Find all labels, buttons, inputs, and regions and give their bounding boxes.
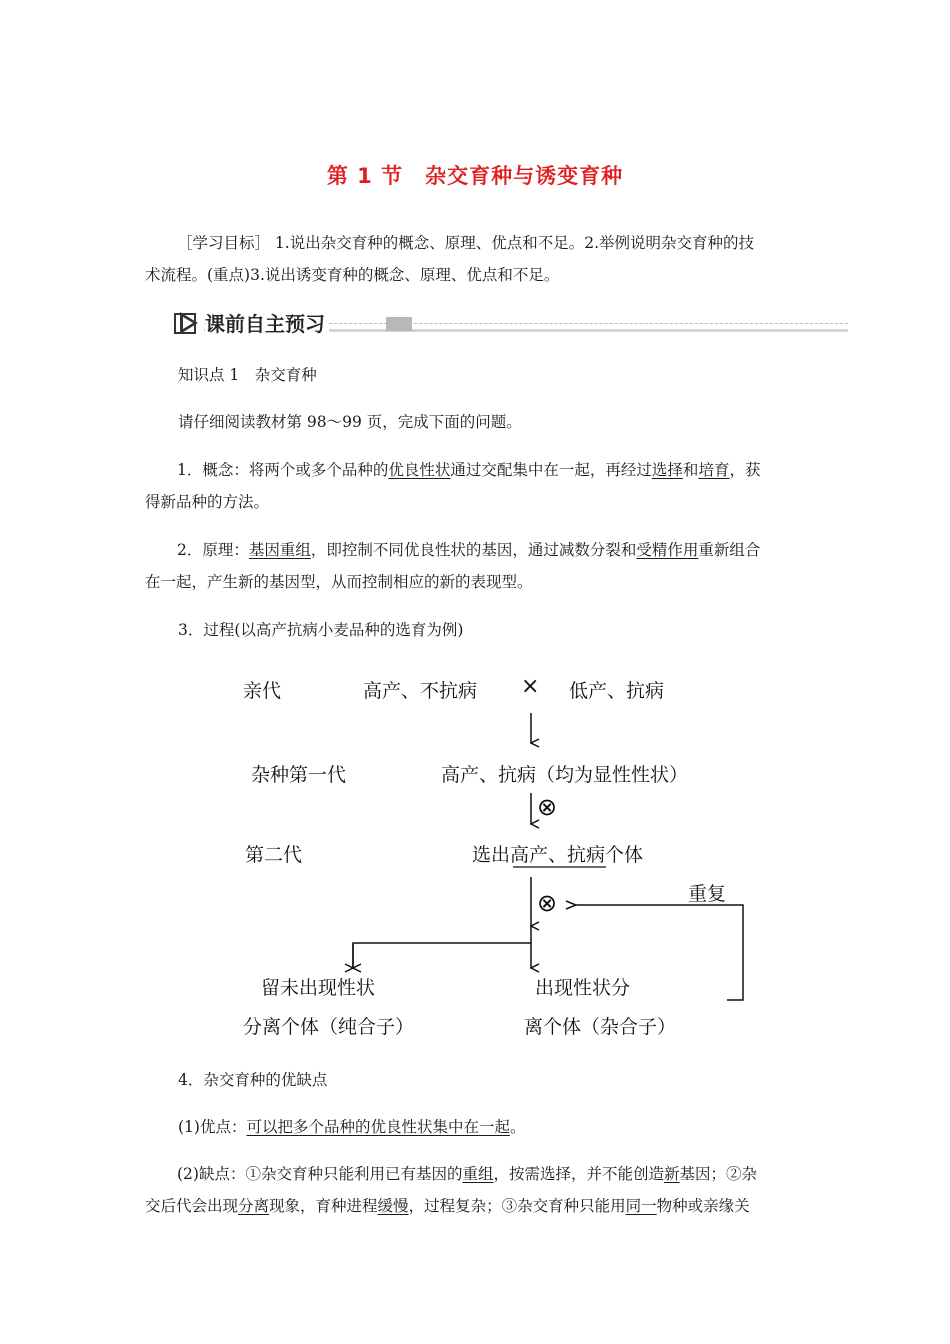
answer-blank: 新 xyxy=(664,1165,680,1183)
answer-blank: 可以把多个品种的优良性状集中在一起 xyxy=(246,1118,510,1136)
concept-text: 通过交配集中在一起，再经过 xyxy=(450,461,652,479)
pros-prefix: (1)优点： xyxy=(178,1118,247,1136)
answer-blank: 选择 xyxy=(651,461,683,479)
process-heading: 3．过程(以高产抗病小麦品种的选育为例) xyxy=(178,621,464,639)
concept-line-2: 得新品种的方法。 xyxy=(145,493,270,511)
principle-text: 重新组合 xyxy=(698,541,761,559)
f1-label: 杂种第一代 xyxy=(251,764,347,786)
play-arrow-icon xyxy=(174,311,200,335)
selfing-symbol: ⊗ xyxy=(537,889,558,917)
answer-blank: 基因重组 xyxy=(248,541,311,559)
instruction-text: 请仔细阅读教材第 98～99 页，完成下面的问题。 xyxy=(178,413,522,431)
cons-text: 现象，育种进程 xyxy=(269,1197,378,1215)
knowledge-point-heading: 知识点 1 杂交育种 xyxy=(178,366,317,384)
pros-end: 。 xyxy=(509,1118,526,1136)
cons-paragraph xyxy=(145,1158,807,1222)
answer-blank: 缓慢 xyxy=(377,1197,409,1215)
answer-blank: 同一 xyxy=(625,1197,657,1215)
pros-cons-heading: 4．杂交育种的优缺点 xyxy=(178,1071,328,1089)
principle-prefix: 2．原理： xyxy=(177,541,249,559)
answer-blank: 分离 xyxy=(238,1197,270,1215)
cons-text: ，按需选择，并不能创造 xyxy=(493,1165,664,1183)
section-banner xyxy=(174,310,848,338)
cons-text: 物种或亲缘关 xyxy=(656,1197,750,1215)
parent-label: 亲代 xyxy=(243,680,282,702)
cross-symbol: × xyxy=(521,674,540,699)
cons-text: 基因；②杂 xyxy=(679,1165,758,1183)
result-left-line-1: 留未出现性状 xyxy=(261,977,376,999)
principle-paragraph xyxy=(145,534,807,598)
f2-text: 选出高产、抗病个体 xyxy=(472,844,644,866)
concept-text: 和 xyxy=(682,461,699,479)
banner-block xyxy=(386,317,412,331)
objectives-line-2: 术流程。(重点)3.说出诱变育种的概念、原理、优点和不足。 xyxy=(145,266,560,284)
learning-objectives xyxy=(145,227,807,291)
cons-text: ，过程复杂；③杂交育种只能用 xyxy=(408,1197,626,1215)
result-right-line-1: 出现性状分 xyxy=(535,977,631,999)
f2-label: 第二代 xyxy=(245,844,303,866)
f1-text: 高产、抗病（均为显性性状） xyxy=(441,764,689,786)
cons-text: 交后代会出现 xyxy=(145,1197,239,1215)
result-right-line-2: 离个体（杂合子） xyxy=(524,1016,677,1038)
answer-blank: 重组 xyxy=(462,1165,494,1183)
concept-paragraph xyxy=(145,454,807,518)
selfing-symbol: ⊗ xyxy=(537,793,558,821)
answer-blank: 受精作用 xyxy=(636,541,699,559)
section-banner-label: 课前自主预习 xyxy=(205,310,329,338)
objectives-line-1: ［学习目标］ 1.说出杂交育种的概念、原理、优点和不足。2.举例说明杂交育种的技 xyxy=(177,234,755,252)
concept-text: ，获 xyxy=(729,461,761,479)
parent-b: 低产、抗病 xyxy=(569,680,665,702)
concept-prefix: 1．概念：将两个或多个品种的 xyxy=(177,461,389,479)
parent-a: 高产、不抗病 xyxy=(363,680,478,702)
answer-blank: 优良性状 xyxy=(388,461,451,479)
answer-blank: 培育 xyxy=(698,461,730,479)
cons-prefix: (2)缺点：①杂交育种只能利用已有基因的 xyxy=(177,1165,463,1183)
pros-paragraph xyxy=(178,1111,840,1143)
repeat-label: 重复 xyxy=(688,883,727,905)
split-connector xyxy=(353,943,531,968)
principle-text: ，即控制不同优良性状的基因，通过减数分裂和 xyxy=(310,541,637,559)
principle-line-2: 在一起，产生新的基因型，从而控制相应的新的表现型。 xyxy=(145,573,533,591)
result-left-line-2: 分离个体（纯合子） xyxy=(243,1016,415,1038)
page-title: 第 1 节 杂交育种与诱变育种 xyxy=(326,164,624,188)
